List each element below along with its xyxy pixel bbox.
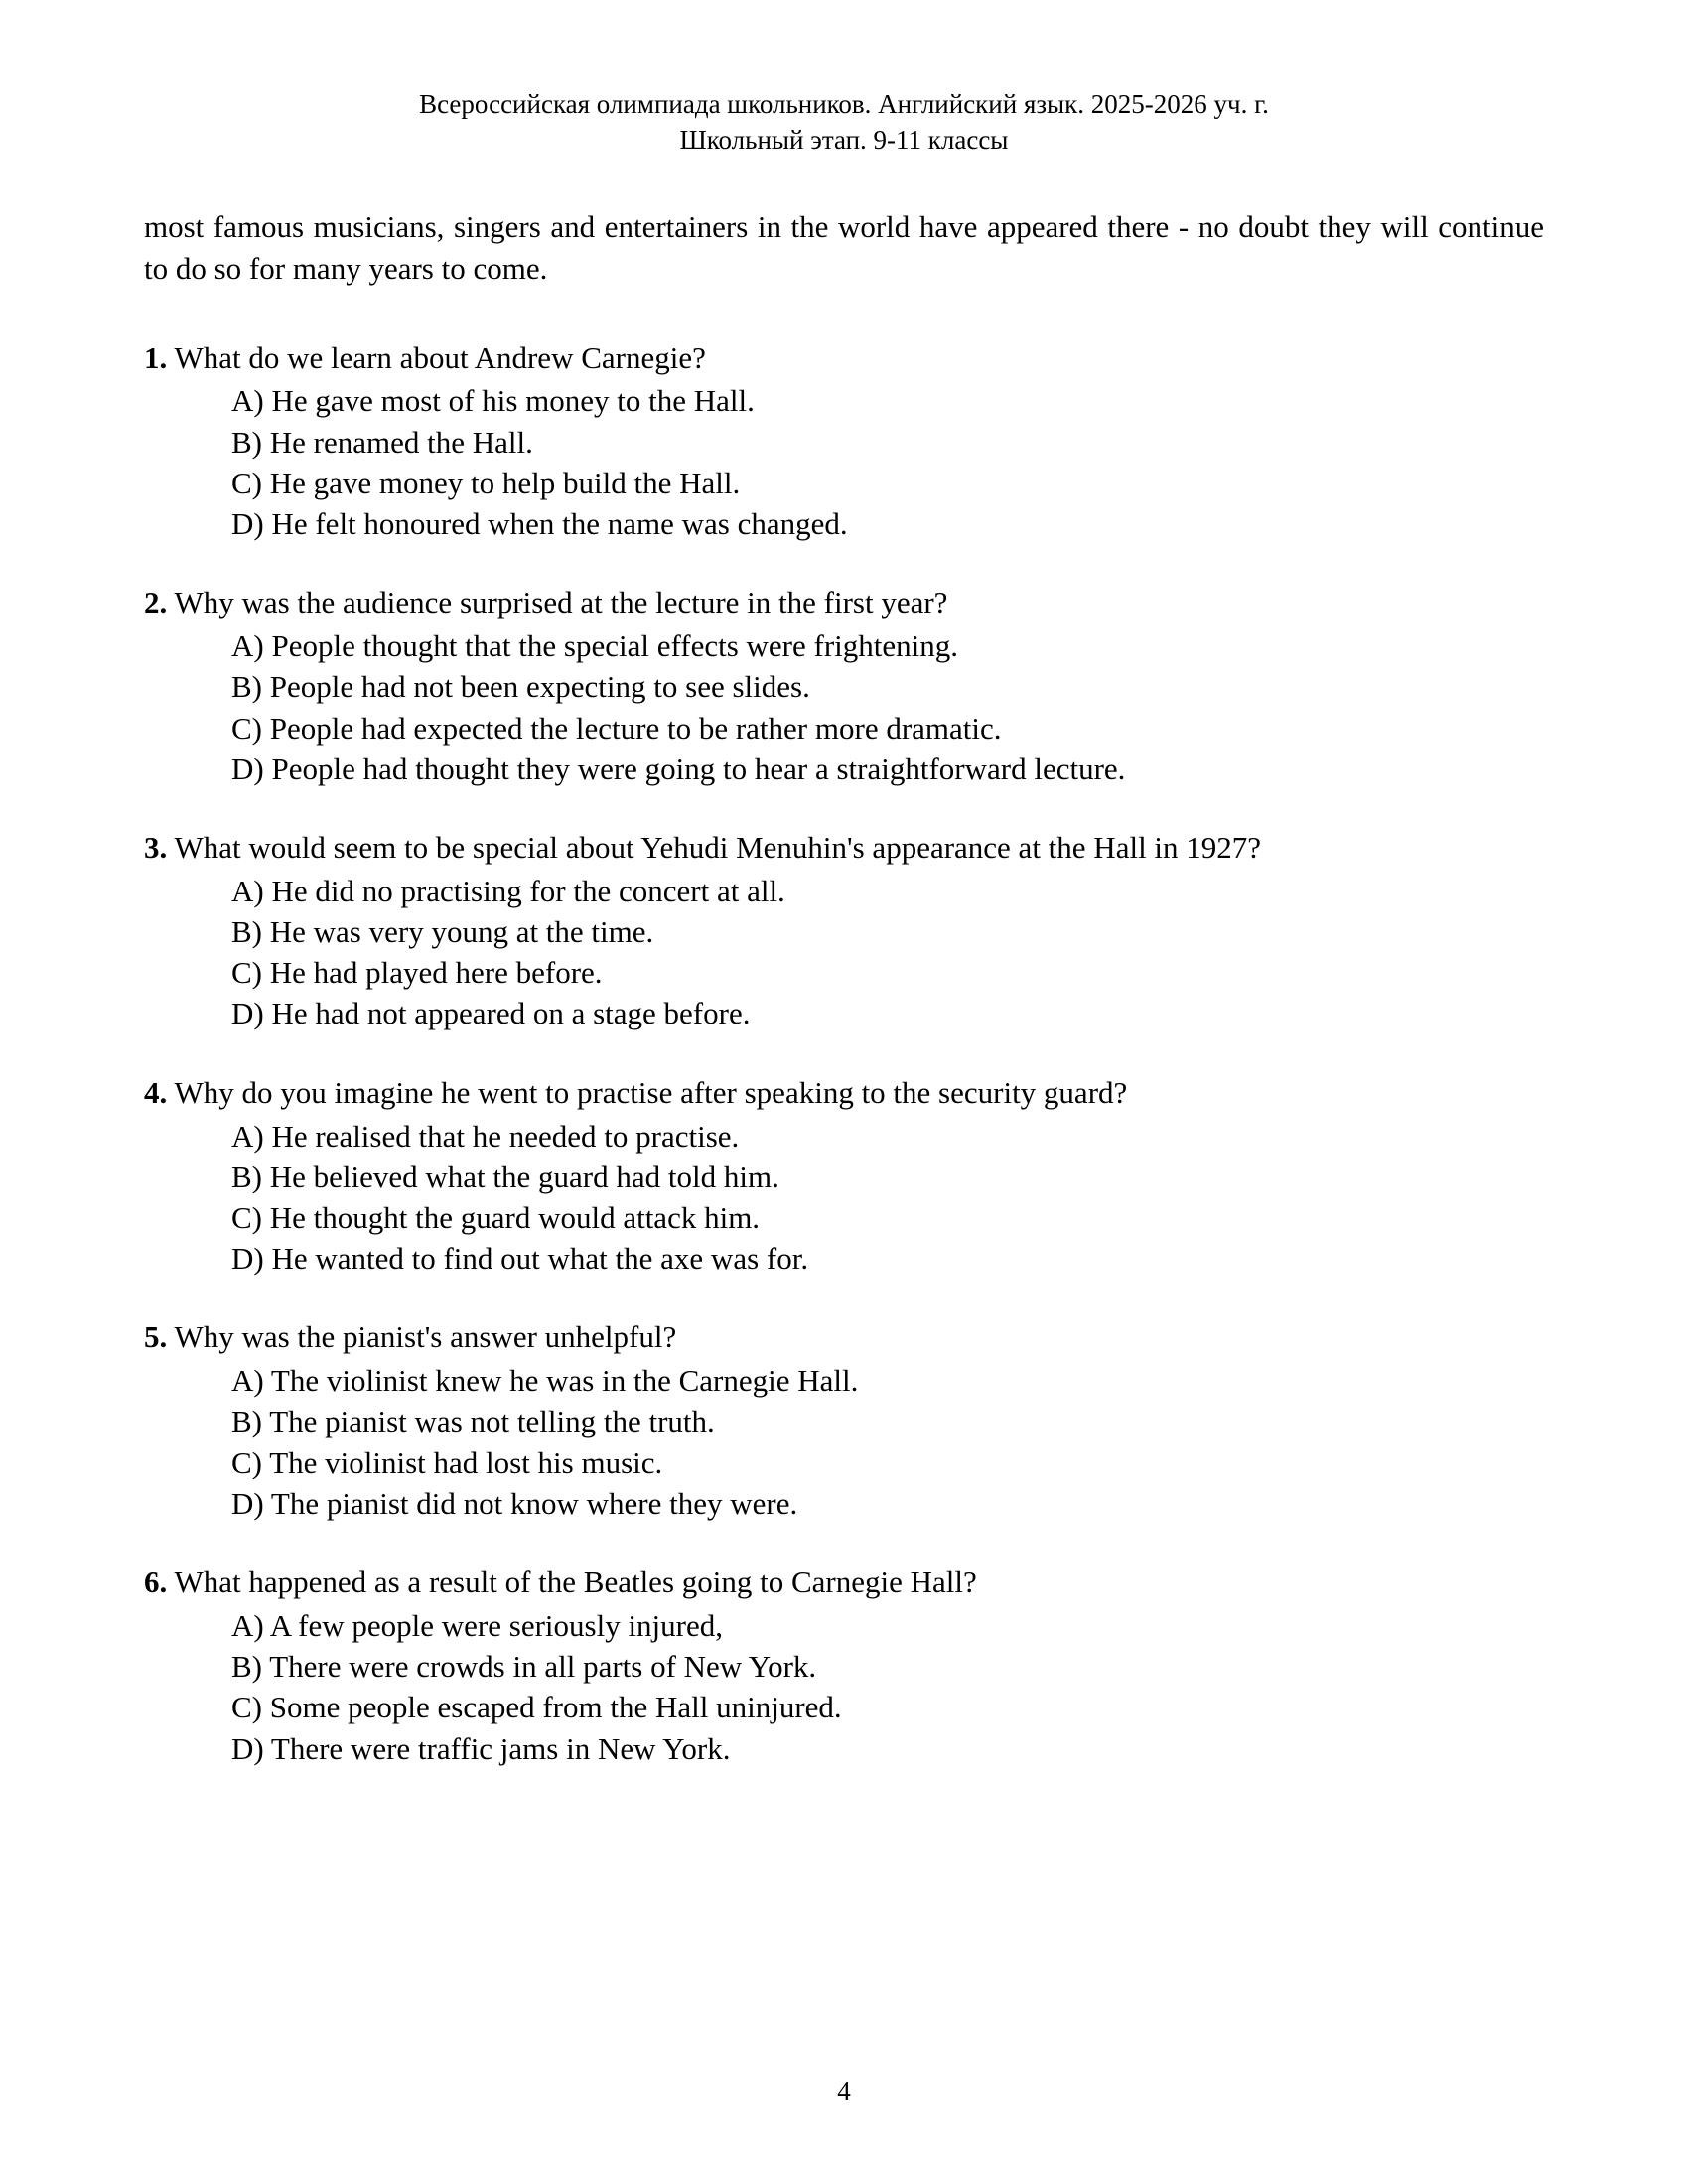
question-4 [144, 1072, 1544, 1280]
option-d[interactable]: D) He had not appeared on a stage before. [231, 996, 751, 1031]
question-number: 1. [144, 340, 168, 375]
options-list [144, 1605, 1544, 1769]
option-d[interactable]: D) People had thought they were going to hear a straightforward lecture. [231, 751, 1126, 786]
question-6 [144, 1562, 1544, 1769]
options-list [144, 1360, 1544, 1524]
header-line-1: Всероссийская олимпиада школьников. Английский язык. 2025-2026 уч. г. [419, 89, 1269, 119]
question-text: What happened as a result of the Beatles going to Carnegie Hall? [174, 1565, 977, 1600]
intro-paragraph: most famous musicians, singers and entertainers in the world have appeared there - no doubt they will continue to do so for many years to come. [144, 208, 1544, 286]
page-number: 4 [837, 2076, 851, 2106]
options-list [144, 871, 1544, 1034]
question-stem [144, 338, 1544, 379]
question-text: What do we learn about Andrew Carnegie? [174, 340, 706, 375]
option-a[interactable]: A) A few people were seriously injured, [231, 1607, 724, 1643]
option-c[interactable]: C) He thought the guard would attack him. [231, 1199, 761, 1235]
option-d[interactable]: D) There were traffic jams in New York. [231, 1730, 731, 1766]
option-c[interactable]: C) He gave money to help build the Hall. [231, 465, 741, 500]
option-d[interactable]: D) The pianist did not know where they were. [231, 1485, 798, 1521]
option-b[interactable]: B) He renamed the Hall. [231, 424, 533, 460]
option-a[interactable]: A) People thought that the special effects were frightening. [231, 628, 958, 664]
option-c[interactable]: C) Some people escaped from the Hall uninjured. [231, 1690, 842, 1725]
question-text: What would seem to be special about Yehudi Menuhin's appearance at the Hall in 1927? [174, 829, 1262, 865]
option-c[interactable]: C) People had expected the lecture to be rather more dramatic. [231, 710, 1002, 746]
question-number: 5. [144, 1319, 168, 1355]
question-number: 2. [144, 585, 168, 620]
question-1 [144, 338, 1544, 545]
option-b[interactable]: B) People had not been expecting to see slides. [231, 669, 810, 705]
option-a[interactable]: A) He gave most of his money to the Hall. [231, 383, 755, 419]
page-header [144, 87, 1544, 159]
question-number: 3. [144, 829, 168, 865]
option-a[interactable]: A) He did no practising for the concert at all. [231, 873, 785, 908]
question-text: Why do you imagine he went to practise after speaking to the security guard? [174, 1074, 1128, 1110]
option-a[interactable]: A) He realised that he needed to practise. [231, 1118, 740, 1154]
question-3 [144, 827, 1544, 1034]
option-b[interactable]: B) He believed what the guard had told him. [231, 1159, 779, 1194]
question-stem [144, 1316, 1544, 1358]
question-stem [144, 827, 1544, 869]
question-stem [144, 1562, 1544, 1603]
question-number: 4. [144, 1074, 168, 1110]
header-line-2: Школьный этап. 9-11 классы [679, 124, 1009, 155]
option-d[interactable]: D) He wanted to find out what the axe was for. [231, 1241, 809, 1277]
options-list [144, 1116, 1544, 1280]
options-list [144, 380, 1544, 544]
question-stem [144, 1072, 1544, 1114]
option-b[interactable]: B) The pianist was not telling the truth. [231, 1404, 715, 1439]
question-stem [144, 582, 1544, 623]
option-d[interactable]: D) He felt honoured when the name was changed. [231, 506, 848, 541]
question-2 [144, 582, 1544, 789]
question-5 [144, 1316, 1544, 1524]
option-a[interactable]: A) The violinist knew he was in the Carnegie Hall. [231, 1363, 859, 1399]
option-c[interactable]: C) He had played here before. [231, 955, 603, 991]
options-list [144, 625, 1544, 789]
question-text: Why was the audience surprised at the lecture in the first year? [174, 585, 948, 620]
question-number: 6. [144, 1565, 168, 1600]
option-b[interactable]: B) He was very young at the time. [231, 914, 654, 949]
option-c[interactable]: C) The violinist had lost his music. [231, 1444, 663, 1480]
option-b[interactable]: B) There were crowds in all parts of New York. [231, 1649, 817, 1685]
question-text: Why was the pianist's answer unhelpful? [174, 1319, 677, 1355]
